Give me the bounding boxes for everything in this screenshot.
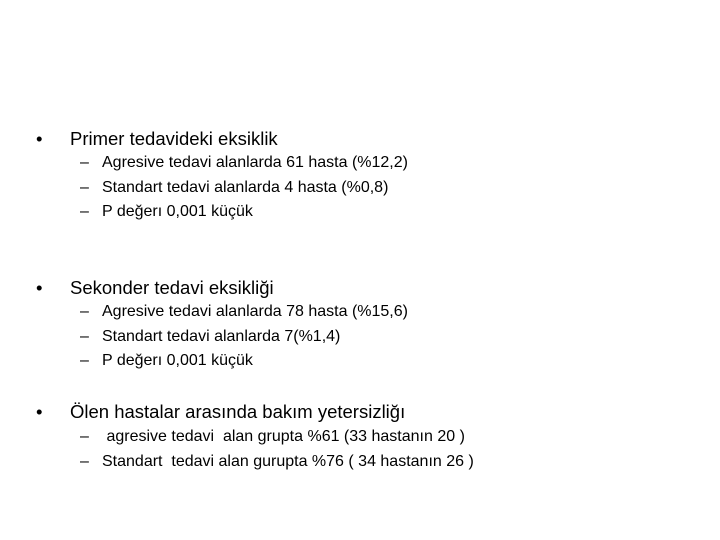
section-1-title: Primer tedavideki eksiklik (70, 128, 278, 149)
dash-icon: – (80, 428, 89, 445)
section-1-item-1 (80, 155, 408, 171)
item-text: P değerı 0,001 küçük (102, 203, 253, 220)
section-3-item-1 (80, 429, 465, 445)
item-text: Standart tedavi alan gurupta %76 ( 34 hastanın 26 ) (102, 453, 474, 470)
item-text: Standart tedavi alanlarda 7(%1,4) (102, 328, 341, 345)
dash-icon: – (80, 352, 89, 369)
bullet-icon: • (36, 277, 43, 298)
bullet-icon: • (36, 128, 43, 149)
section-2-heading (36, 279, 274, 298)
bullet-icon: • (36, 401, 43, 422)
section-2-title: Sekonder tedavi eksikliği (70, 277, 274, 298)
section-3-item-2 (80, 454, 474, 470)
section-2-item-3 (80, 353, 253, 369)
section-2-item-2 (80, 329, 340, 345)
item-text: agresive tedavi alan grupta %61 (33 hastanın 20 ) (102, 428, 465, 445)
item-text: Standart tedavi alanlarda 4 hasta (%0,8) (102, 179, 389, 196)
section-1-item-3 (80, 204, 253, 220)
item-text: Agresive tedavi alanlarda 78 hasta (%15,6) (102, 303, 408, 320)
section-1-heading (36, 130, 278, 149)
dash-icon: – (80, 303, 89, 320)
section-1-item-2 (80, 180, 388, 196)
section-2-item-1 (80, 304, 408, 320)
dash-icon: – (80, 154, 89, 171)
section-3-title: Ölen hastalar arasında bakım yetersizliğı (70, 401, 406, 422)
dash-icon: – (80, 203, 89, 220)
section-3-heading (36, 403, 405, 422)
dash-icon: – (80, 328, 89, 345)
dash-icon: – (80, 179, 89, 196)
item-text: P değerı 0,001 küçük (102, 352, 253, 369)
item-text: Agresive tedavi alanlarda 61 hasta (%12,2) (102, 154, 408, 171)
dash-icon: – (80, 453, 89, 470)
